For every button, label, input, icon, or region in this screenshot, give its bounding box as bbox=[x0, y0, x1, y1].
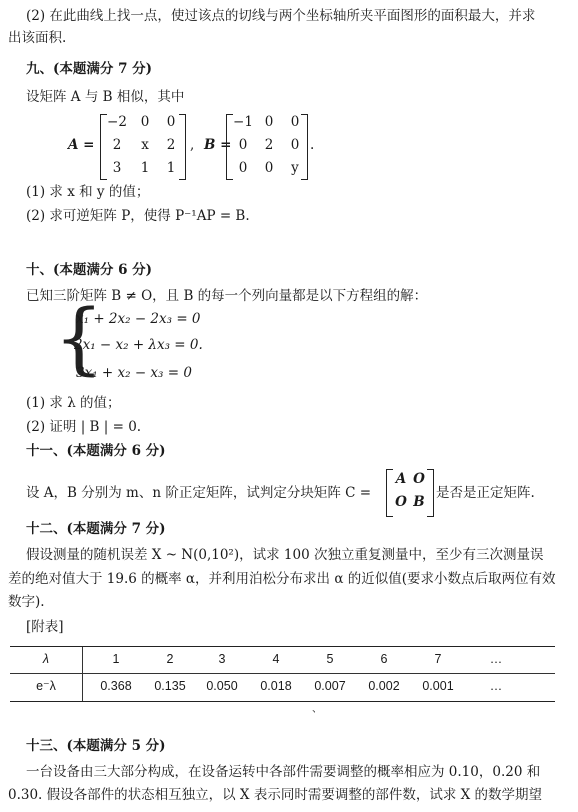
q13-heading: 十三、(本题满分 5 分) bbox=[26, 738, 166, 754]
q12-heading: 十二、(本题满分 7 分) bbox=[26, 521, 166, 537]
matrix-a-entry-r3-c2: 1 bbox=[140, 160, 150, 176]
q13-line-2: 0.30. 假设各部件的状态相互独立，以 X 表示同时需要调整的部件数，试求 X 的数学期望 bbox=[8, 787, 543, 803]
matrix-c-entry-r2-c1: O bbox=[395, 494, 407, 510]
matrix-separator: , bbox=[190, 137, 195, 153]
q13-line-1: 一台设备由三大部分构成，在设备运转中各部件需要调整的概率相应为 0.10，0.20 和 bbox=[26, 764, 541, 780]
q11-text-before: 设 A，B 分别为 m、n 阶正定矩阵，试判定分块矩阵 C = bbox=[26, 485, 372, 501]
matrix-a-entry-r1-c2: 0 bbox=[140, 114, 150, 130]
equation-2: 2x₁ − x₂ + λx₃ = 0. bbox=[74, 337, 203, 353]
q12-line-1: 假设测量的随机误差 X ~ N(0,10²)，试求 100 次独立重复测量中，至少有三次测量误 bbox=[26, 547, 544, 563]
matrix-a-label: A = bbox=[68, 137, 95, 153]
q9-intro: 设矩阵 A 与 B 相似，其中 bbox=[26, 89, 185, 105]
q10-part-2: (2) 证明 | B | = 0. bbox=[26, 419, 142, 435]
lambda-cell: 2 bbox=[166, 652, 174, 666]
matrix-c bbox=[386, 469, 434, 517]
scan-mark: 、 bbox=[312, 704, 322, 715]
matrix-a-entry-r1-c1: −2 bbox=[107, 114, 127, 130]
matrix-b-entry-r3-c3: y bbox=[291, 160, 299, 176]
lambda-cell: 7 bbox=[434, 652, 442, 666]
lambda-cell: 1 bbox=[112, 652, 120, 666]
q9-part-1: (1) 求 x 和 y 的值； bbox=[26, 184, 150, 200]
table-title: [附表] bbox=[26, 619, 64, 635]
matrix-b-entry-r3-c2: 0 bbox=[264, 160, 274, 176]
matrix-b-entry-r1-c1: −1 bbox=[233, 114, 253, 130]
lambda-cell: 4 bbox=[272, 652, 280, 666]
matrix-c-entry-r1-c1: A bbox=[395, 471, 407, 487]
exp-cell: 0.050 bbox=[206, 679, 238, 693]
matrix-a-entry-r3-c1: 3 bbox=[112, 160, 122, 176]
system-brace: { bbox=[54, 294, 104, 384]
matrix-b-label: B = bbox=[204, 137, 232, 153]
matrix-a-entry-r2-c1: 2 bbox=[112, 137, 122, 153]
prev-question-line-2: 出该面积. bbox=[8, 30, 67, 46]
q9-heading: 九、(本题满分 7 分) bbox=[26, 61, 153, 77]
q11-heading: 十一、(本题满分 6 分) bbox=[26, 443, 166, 459]
matrix-c-entry-r1-c2: O bbox=[413, 471, 425, 487]
matrix-a-entry-r2-c3: 2 bbox=[166, 137, 176, 153]
exp-cell: 0.018 bbox=[260, 679, 292, 693]
exp-cell: 0.007 bbox=[314, 679, 346, 693]
q10-heading: 十、(本题满分 6 分) bbox=[26, 262, 153, 278]
lambda-cell: … bbox=[489, 652, 503, 666]
matrix-b-entry-r3-c1: 0 bbox=[238, 160, 248, 176]
q12-line-2: 差的绝对值大于 19.6 的概率 α，并利用泊松分布求出 α 的近似值(要求小数点后取两位有效 bbox=[8, 571, 556, 587]
matrix-a-entry-r1-c3: 0 bbox=[166, 114, 176, 130]
equation-1: x₁ + 2x₂ − 2x₃ = 0 bbox=[76, 311, 201, 327]
exp-cell: 0.368 bbox=[100, 679, 132, 693]
equation-3: 3x₁ + x₂ − x₃ = 0 bbox=[76, 365, 192, 381]
prev-question-line-1: (2) 在此曲线上找一点，使过该点的切线与两个坐标轴所夹平面图形的面积最大，并求 bbox=[26, 8, 536, 24]
matrix-b-entry-r2-c3: 0 bbox=[290, 137, 300, 153]
lambda-cell: 5 bbox=[326, 652, 334, 666]
appendix-table bbox=[10, 646, 555, 702]
q10-part-1: (1) 求 λ 的值； bbox=[26, 395, 121, 411]
exp-cell: … bbox=[489, 679, 503, 693]
row-header-exp: e⁻λ bbox=[36, 679, 56, 693]
exp-cell: 0.001 bbox=[422, 679, 454, 693]
matrix-b-entry-r2-c1: 0 bbox=[238, 137, 248, 153]
matrix-a-entry-r3-c3: 1 bbox=[166, 160, 176, 176]
matrix-a-entry-r2-c2: x bbox=[141, 137, 149, 153]
matrix-b bbox=[226, 114, 308, 180]
matrix-b-entry-r2-c2: 2 bbox=[264, 137, 274, 153]
matrix-c-entry-r2-c2: B bbox=[413, 494, 425, 510]
exp-cell: 0.002 bbox=[368, 679, 400, 693]
matrix-end: . bbox=[310, 137, 315, 153]
matrix-b-entry-r1-c2: 0 bbox=[264, 114, 274, 130]
exp-cell: 0.135 bbox=[154, 679, 186, 693]
q9-part-2: (2) 求可逆矩阵 P，使得 P⁻¹AP = B. bbox=[26, 208, 250, 224]
matrix-a bbox=[100, 114, 186, 180]
lambda-cell: 3 bbox=[218, 652, 226, 666]
lambda-cell: 6 bbox=[380, 652, 388, 666]
matrix-b-entry-r1-c3: 0 bbox=[290, 114, 300, 130]
q10-intro: 已知三阶矩阵 B ≠ O，且 B 的每一个列向量都是以下方程组的解： bbox=[26, 288, 428, 304]
q12-line-3: 数字). bbox=[8, 594, 45, 610]
q11-text-after: 是否是正定矩阵. bbox=[436, 485, 535, 501]
row-header-lambda: λ bbox=[42, 652, 50, 666]
